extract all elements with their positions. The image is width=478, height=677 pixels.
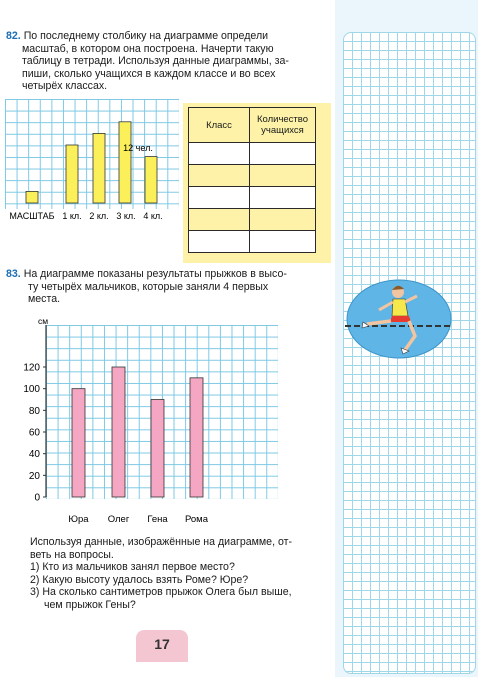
class-bar [119,122,131,203]
class-bar [93,133,105,203]
task-82-number: 82. [6,30,21,42]
scale-bar [26,191,38,203]
page-number: 17 [136,630,188,662]
task-82-line: пиши, сколько учащихся в каждом классе и во всех [22,67,276,80]
question-line: 3) На сколько сантиметров прыжок Олега был выше, [30,586,292,599]
task-82-line: таблицу в тетради. Используя данные диаграммы, за- [22,55,289,68]
x-category-label: Рома [184,514,209,525]
task-83-line: На диаграмме показаны результаты прыжков в высо- [23,268,287,280]
table-header-count [250,108,316,143]
x-category-label: Гена [147,514,168,525]
table-row [189,143,316,165]
task-82-line: масштаб, в котором она построена. Начерти такую [22,42,274,55]
category-label-3: 3 кл. [116,211,136,221]
category-label-4: 4 кл. [143,211,163,221]
y-tick-label: 40 [28,449,40,461]
class-bar [145,157,157,203]
jump-bar-chart [0,310,290,530]
jump-bar [151,400,164,498]
task-83-text [6,268,326,306]
task-83-number: 83. [6,268,21,280]
x-category-label: Олег [107,514,130,525]
y-tick-label: 20 [28,470,40,482]
task-82-line: четырёх классах. [22,80,108,93]
bar-annotation: 12 чел. [123,143,153,153]
high-jump-athlete-illustration [345,278,453,360]
y-axis-unit: см [38,316,49,326]
question-line: чем прыжок Гены? [44,598,136,611]
question-line: веть на вопросы. [30,548,114,561]
jump-bar [72,389,85,497]
class-table [188,107,316,253]
table-row [189,165,316,187]
table-header-class: Класс [189,108,250,143]
class-bar-chart [0,95,185,230]
jump-bar [190,378,203,497]
question-line: 2) Какую высоту удалось взять Роме? Юре? [30,573,249,586]
y-tick-label: 80 [28,405,40,417]
question-line: 1) Кто из мальчиков занял первое место? [30,561,235,574]
table-row [189,187,316,209]
y-tick-label: 60 [28,427,40,439]
category-label-2: 2 кл. [89,211,109,221]
task-82-line: По последнему столбику на диаграмме определи [23,30,269,42]
table-header-count-line1: Количество [256,114,309,125]
y-tick-label: 120 [23,362,40,374]
category-label-1: 1 кл. [62,211,82,221]
table-row [189,209,316,231]
task-83-line: места. [28,293,61,306]
question-line: Используя данные, изображённые на диаграмме, от- [30,536,293,548]
y-tick-label: 0 [34,492,40,504]
scale-label: МАСШТАБ [9,211,55,221]
table-header-count-line2: учащихся [261,125,304,136]
y-tick-label: 100 [23,384,40,396]
table-row [189,231,316,253]
class-bar [66,145,78,203]
task-82-text [6,30,326,93]
task-83-line: ту четырёх мальчиков, которые заняли 4 первых [28,280,269,293]
x-category-label: Юра [68,514,89,525]
task-83-questions [30,536,330,612]
jump-bar [112,367,125,497]
